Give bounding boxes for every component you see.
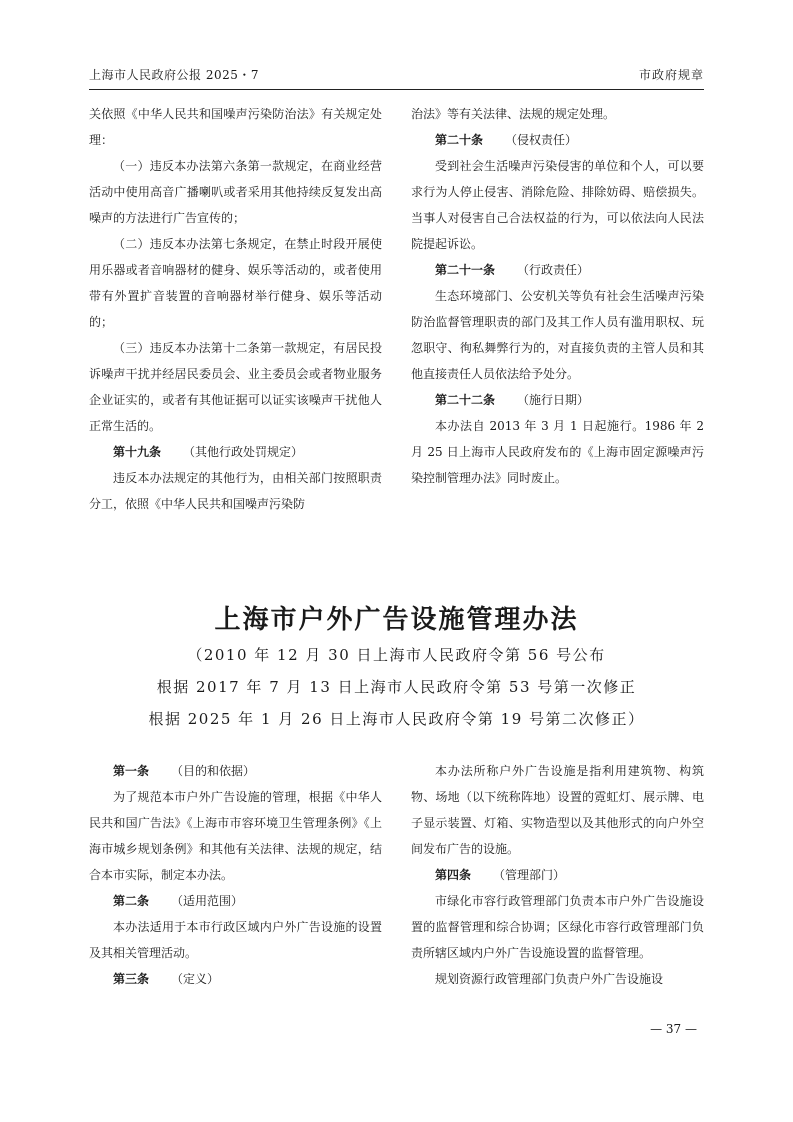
law-title: 上海市户外广告设施管理办法 — [214, 605, 579, 635]
header-rule — [89, 89, 704, 90]
paragraph: 受到社会生活噪声污染侵害的单位和个人，可以要求行为人停止侵害、消除危险、排除妨碍、赔偿损失。当事人对侵害自己合法权益的行为，可以依法向人民法院提起诉讼。 — [411, 159, 704, 251]
bottom-right-column — [411, 758, 704, 992]
paragraph: 本办法自 2013 年 3 月 1 日起施行。1986 年 2 月 25 日上海市人民政府发布的《上海市固定源噪声污染控制管理办法》同时废止。 — [411, 419, 704, 485]
article-caption: （行政责任） — [517, 263, 590, 277]
article-number: 第二十二条 — [435, 393, 496, 407]
article-caption: （侵权责任） — [505, 133, 578, 147]
article-number: 第十九条 — [113, 445, 162, 459]
article-caption: （定义） — [171, 972, 220, 986]
top-left-column — [89, 101, 382, 517]
article-heading — [89, 439, 382, 465]
paragraph: 市绿化市容行政管理部门负责本市户外广告设施设置的监督管理和综合协调；区绿化市容行政管理部门负责所辖区域内户外广告设施设置的监督管理。 — [411, 894, 704, 960]
top-right-column — [411, 101, 704, 491]
paragraph: 本办法适用于本市行政区域内户外广告设施的设置及其相关管理活动。 — [89, 920, 382, 960]
paragraph: 生态环境部门、公安机关等负有社会生活噪声污染防治监督管理职责的部门及其工作人员有滥用职权、玩忽职守、徇私舞弊行为的，对直接负责的主管人员和其他直接责任人员依法给予处分。 — [411, 289, 704, 381]
article-heading — [89, 888, 382, 914]
running-header-publication: 上海市人民政府公报 2025・7 — [89, 68, 259, 82]
article-number: 第二条 — [113, 894, 150, 908]
promulgation-line-1: （2010 年 12 月 30 日上海市人民政府令第 56 号公布 — [187, 646, 606, 664]
article-number: 第四条 — [435, 868, 472, 882]
paragraph: 为了规范本市户外广告设施的管理，根据《中华人民共和国广告法》《上海市市容环境卫生管理条例》《上海市城乡规划条例》和其他有关法律、法规的规定，结合本市实际，制定本办法。 — [89, 790, 382, 882]
article-caption: （其他行政处罚规定） — [183, 445, 304, 459]
article-heading — [411, 257, 704, 283]
article-number: 第二十一条 — [435, 263, 496, 277]
paragraph: 本办法所称户外广告设施是指利用建筑物、构筑物、场地（以下统称阵地）设置的霓虹灯、展示牌、电子显示装置、灯箱、实物造型以及其他形式的向户外空间发布广告的设施。 — [411, 764, 704, 856]
paragraph-continued: 关依照《中华人民共和国噪声污染防治法》有关规定处理： — [89, 107, 382, 147]
article-heading — [411, 387, 704, 413]
bottom-left-column — [89, 758, 382, 992]
paragraph-continued: 治法》等有关法律、法规的规定处理。 — [411, 107, 616, 121]
paragraph: （三）违反本办法第十二条第一款规定，有居民投诉噪声干扰并经居民委员会、业主委员会或者物业服务企业证实的，或者有其他证据可以证实该噪声干扰他人正常生活的。 — [89, 341, 382, 433]
article-caption: （施行日期） — [517, 393, 590, 407]
article-number: 第三条 — [113, 972, 150, 986]
paragraph: 违反本办法规定的其他行为，由相关部门按照职责分工，依照《中华人民共和国噪声污染防 — [89, 471, 382, 511]
article-heading — [89, 966, 382, 992]
article-caption: （适用范围） — [171, 894, 244, 908]
article-number: 第一条 — [113, 764, 150, 778]
promulgation-line-2: 根据 2017 年 7 月 13 日上海市人民政府令第 53 号第一次修正 — [156, 678, 637, 696]
article-number: 第二十条 — [435, 133, 484, 147]
article-caption: （目的和依据） — [171, 764, 256, 778]
page-number: — 37 — — [650, 1022, 697, 1036]
promulgation-line-3: 根据 2025 年 1 月 26 日上海市人民政府令第 19 号第二次修正） — [148, 710, 645, 728]
running-header-section: 市政府规章 — [638, 68, 704, 82]
paragraph: 规划资源行政管理部门负责户外广告设施设 — [435, 972, 664, 986]
article-caption: （管理部门） — [493, 868, 566, 882]
article-heading — [411, 862, 704, 888]
paragraph: （二）违反本办法第七条规定，在禁止时段开展使用乐器或者音响器材的健身、娱乐等活动的，或者使用带有外置扩音装置的音响器材举行健身、娱乐等活动的； — [89, 237, 382, 329]
article-heading — [89, 758, 382, 784]
paragraph: （一）违反本办法第六条第一款规定，在商业经营活动中使用高音广播喇叭或者采用其他持续反复发出高噪声的方法进行广告宣传的； — [89, 159, 382, 225]
article-heading — [411, 127, 704, 153]
